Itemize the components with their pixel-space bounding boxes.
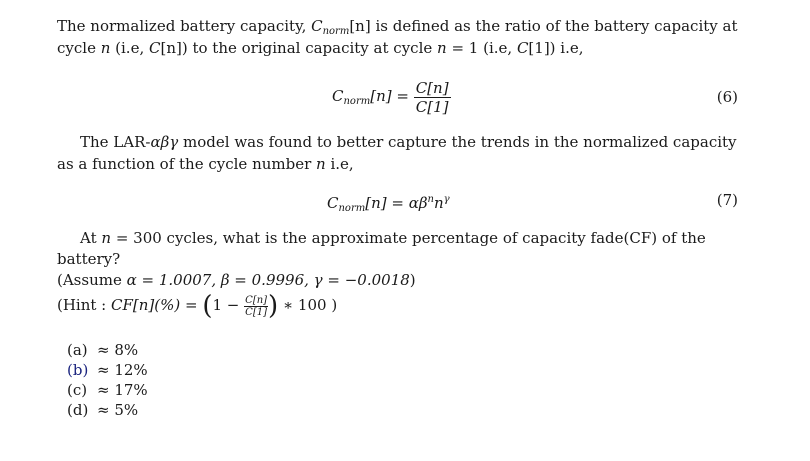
math-symbol: n (316, 155, 326, 173)
question-text: = 300 cycles, what is the approximate percentage of capacity fade(CF) of the (111, 229, 706, 247)
math-expression: [n] = αβ (365, 194, 428, 212)
option-label: (a) (67, 341, 88, 359)
question-text: At (80, 229, 102, 247)
option-c[interactable] (67, 380, 148, 400)
definition-text: The normalized battery capacity, (57, 17, 312, 35)
math-superscript: γ (443, 194, 450, 205)
math-expression: [n] = (370, 87, 409, 105)
math-symbol: C (311, 17, 323, 35)
option-text: ≈ 8% (97, 341, 139, 359)
option-label: (c) (67, 381, 88, 399)
definition-text: [n] is defined as the ratio of the battery capacity at (349, 17, 738, 35)
math-symbol: n (437, 39, 447, 57)
hint-formula: CF[n](%) = (111, 296, 203, 314)
option-text: ≈ 5% (97, 401, 139, 419)
option-b[interactable] (67, 360, 148, 380)
math-symbol: n (101, 229, 112, 247)
hint-fraction (244, 295, 268, 318)
model-text: The LAR- (80, 133, 151, 151)
fraction (414, 79, 451, 116)
model-text: i.e, (325, 155, 354, 173)
definition-text: [n]) to the original capacity at cycle (160, 39, 438, 57)
equation-number-6: (6) (716, 88, 738, 106)
assumption-text: (Assume (57, 271, 127, 289)
math-symbol: n (433, 194, 444, 212)
model-text: model was found to better capture the trends in the normalized capacity (178, 133, 737, 151)
option-a[interactable] (67, 340, 138, 360)
option-text: ≈ 17% (97, 381, 148, 399)
hint-text: ∗ 100 ) (278, 296, 338, 314)
fraction-numerator: C[n] (415, 78, 449, 97)
left-paren: ( (202, 291, 213, 321)
math-symbol: C (332, 87, 344, 105)
hint-formula: 1 − (212, 296, 245, 314)
math-subscript: norm (343, 96, 371, 107)
equation-6 (332, 76, 451, 122)
math-symbol: C (149, 39, 161, 57)
model-line-1 (80, 132, 737, 152)
right-paren: ) (268, 291, 279, 321)
assumption-line (57, 270, 416, 290)
math-symbol: C (327, 194, 339, 212)
question-line-1 (80, 228, 706, 248)
equation-number-7: (7) (716, 191, 738, 209)
fraction-denominator: C[1] (245, 306, 267, 318)
fraction-denominator: C[1] (415, 97, 449, 116)
option-d[interactable] (67, 400, 138, 420)
definition-text: = 1 (i.e, (446, 39, 517, 57)
math-subscript: norm (322, 26, 350, 37)
fraction-numerator: C[n] (245, 294, 268, 306)
model-line-2 (57, 154, 354, 174)
equation-7 (327, 190, 450, 219)
math-symbol: n (100, 39, 111, 57)
math-symbol: C (516, 39, 529, 57)
math-subscript: norm (338, 203, 366, 214)
assumption-text: ) (409, 271, 416, 289)
question-line-2: battery? (57, 250, 121, 268)
definition-text: [1]) i.e, (528, 39, 584, 57)
math-superscript: n (427, 194, 434, 205)
definition-line-2 (57, 38, 584, 58)
option-text: ≈ 12% (97, 361, 148, 379)
math-symbol: αβγ (150, 133, 179, 151)
hint-line (57, 292, 337, 319)
definition-text: cycle (57, 39, 101, 57)
definition-text: (i.e, (110, 39, 149, 57)
hint-text: (Hint : (57, 296, 112, 314)
option-label: (b) (67, 361, 89, 379)
option-label: (d) (67, 401, 89, 419)
model-text: as a function of the cycle number (57, 155, 317, 173)
assumption-values: α = 1.0007, β = 0.9996, γ = −0.0018 (126, 271, 410, 289)
